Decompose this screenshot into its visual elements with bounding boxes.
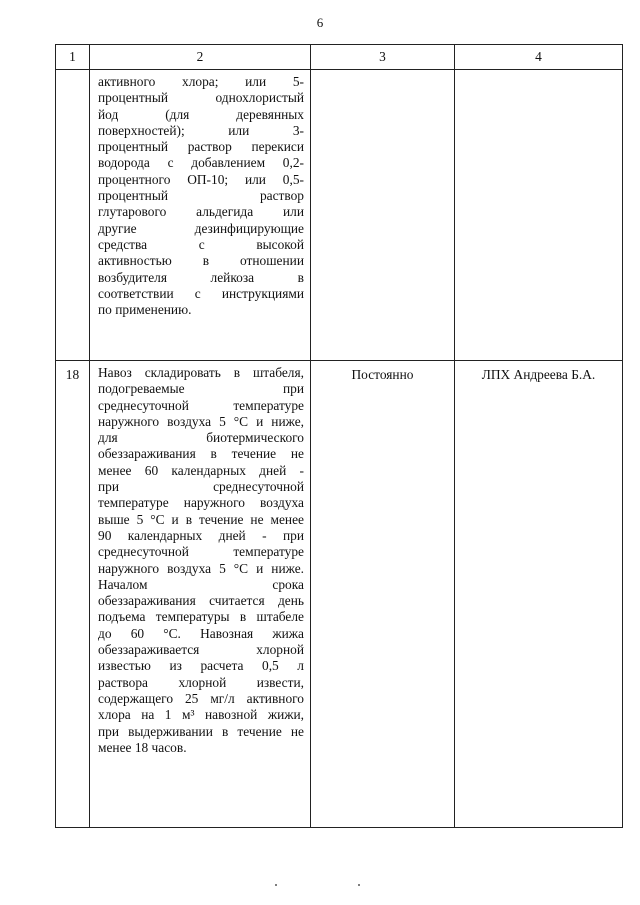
text-line: средства с высокой (98, 236, 304, 252)
text-line: обеззараживания в течение не (98, 446, 304, 462)
page-number: 6 (316, 15, 324, 30)
text-line: процентный раствор перекиси (98, 139, 304, 155)
text-line: хлора на 1 м³ навозной жижи, (98, 707, 304, 723)
table-row-continuation (56, 70, 623, 361)
cell-deadline-empty (311, 70, 455, 361)
text-line: водорода с добавлением 0,2- (98, 155, 304, 171)
header-col-4: 4 (455, 45, 623, 70)
text-line: температуре наружного воздуха (98, 495, 304, 511)
text-line: менее 18 часов. (98, 739, 187, 755)
cell-number-empty (56, 70, 90, 361)
text-line: наружного воздуха 5 °С и ниже, (98, 413, 304, 429)
text-line: выше 5 °С и в течение не менее (98, 511, 304, 527)
text-line: известью из расчета 0,5 л (98, 658, 304, 674)
cell-measure (90, 361, 311, 828)
cell-responsible-empty (455, 70, 623, 361)
text-line: Навоз складировать в штабеля, (98, 365, 304, 380)
speck-mark (358, 884, 360, 886)
text-line: подъема температуры в штабеле (98, 609, 304, 625)
scan-specks (0, 884, 640, 890)
text-line: возбудителя лейкоза в (98, 269, 304, 285)
text-line: Началом срока (98, 576, 304, 592)
text-line: процентный однохлористый (98, 90, 304, 106)
text-line: при среднесуточной (98, 479, 304, 495)
text-line: активного хлора; или 5- (98, 74, 304, 89)
speck-mark (275, 884, 277, 886)
text-line: среднесуточной температуре (98, 397, 304, 413)
text-line: процентный раствор (98, 188, 304, 204)
text-line: при выдерживании в течение не (98, 723, 304, 739)
text-line: 90 календарных дней - при (98, 527, 304, 543)
text-line: менее 60 календарных дней - (98, 462, 304, 478)
measures-table (55, 44, 623, 828)
text-line: активностью в отношении (98, 253, 304, 269)
text-line: для биотермического (98, 430, 304, 446)
text-line: до 60 °С. Навозная жижа (98, 625, 304, 641)
text-line: раствора хлорной извести, (98, 674, 304, 690)
header-col-2: 2 (90, 45, 311, 70)
table-row-18 (56, 361, 623, 828)
cell-responsible: ЛПХ Андреева Б.А. (455, 361, 623, 828)
header-col-1: 1 (56, 45, 90, 70)
cell-number: 18 (56, 361, 90, 828)
text-line: по применению. (98, 302, 192, 318)
text-line: обеззараживания считается день (98, 593, 304, 609)
cell-deadline: Постоянно (311, 361, 455, 828)
text-line: глутарового альдегида или (98, 204, 304, 220)
text-line: процентного ОП-10; или 0,5- (98, 171, 304, 187)
text-line: содержащего 25 мг/л активного (98, 690, 304, 706)
text-line: соответствии с инструкциями (98, 285, 304, 301)
table-header-row (56, 45, 623, 70)
text-line: йод (для деревянных (98, 106, 304, 122)
cell-measure-continuation (90, 70, 311, 361)
text-line: другие дезинфицирующие (98, 220, 304, 236)
header-col-3: 3 (311, 45, 455, 70)
text-line: подогреваемые при (98, 381, 304, 397)
text-line: поверхностей); или 3- (98, 122, 304, 138)
text-line: обеззараживается хлорной (98, 642, 304, 658)
text-line: наружного воздуха 5 °С и ниже. (98, 560, 304, 576)
text-line: среднесуточной температуре (98, 544, 304, 560)
